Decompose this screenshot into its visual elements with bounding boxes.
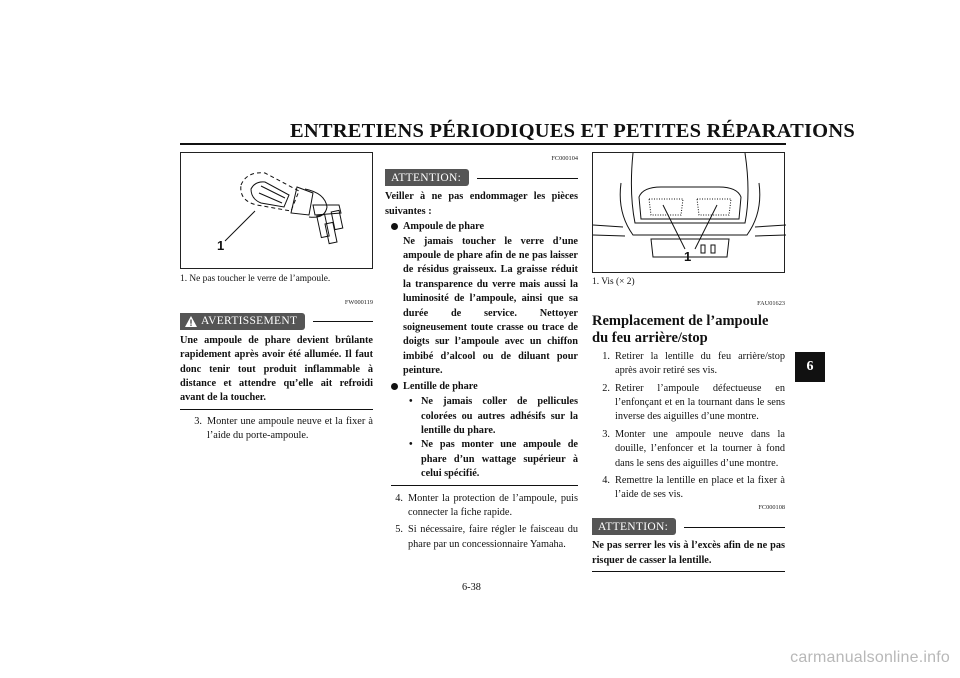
attention-text: Ne pas serrer les vis à l’excès afin de ne pas risquer de casser la lentille.	[592, 539, 785, 572]
figure-callout-label: 1	[217, 238, 225, 253]
column-middle	[385, 152, 578, 552]
step-number: 4.	[395, 492, 403, 504]
step-4	[592, 474, 785, 503]
attention-badge: ATTENTION:	[385, 169, 469, 186]
step-4	[385, 492, 578, 521]
figure-callout-label: 1	[684, 249, 692, 264]
sub-item-1	[409, 395, 578, 438]
step-1	[592, 350, 785, 379]
step-text: Retirer l’ampoule défectueuse en l’enfonçant et en la tournant dans le sens inverse des aiguilles d’une montre.	[615, 382, 785, 423]
warning-text: Une ampoule de phare devient brûlante rapidement après avoir été allumée. Il faut donc tenir tout produit inflammable à distance et attendre qu’elle ait refroidi avant de la toucher.	[180, 334, 373, 410]
sub-item-text: Ne jamais coller de pellicules colorées ou autres adhésifs sur la lentille du phare.	[421, 396, 578, 436]
step-number: 1.	[602, 350, 610, 362]
attention-intro: Veiller à ne pas endommager les pièces suivantes :	[385, 191, 578, 217]
warning-header	[180, 313, 373, 330]
bullet-title: Ampoule de phare	[403, 221, 485, 233]
step-number: 3.	[602, 428, 610, 440]
step-5	[385, 523, 578, 552]
attention-badge: ATTENTION:	[592, 518, 676, 535]
step-text: Remettre la lentille en place et la fixer à l’aide de ses vis.	[615, 475, 785, 501]
bullet-text: Ne jamais toucher le verre d’une ampoule de phare afin de ne pas laisser de résidus graisseux. La graisse réduit la transparence du verre mais aussi la luminosité de l’ampoule, ainsi que sa durée de service. Nettoyer soigneusement toute crasse ou trace de doigts sur l’ampoule avec un chiffon imbibé d’alcool ou de diluant pour peinture.	[403, 235, 578, 377]
bullet-dot	[391, 223, 398, 230]
headlight-bulb-illustration	[181, 153, 374, 268]
attention-rule	[477, 178, 578, 179]
column-right	[592, 152, 785, 572]
step-number: 3.	[194, 415, 202, 427]
attention-header	[592, 518, 785, 535]
attention-header	[385, 169, 578, 186]
title-rule	[180, 143, 786, 145]
lens-subitems	[391, 395, 578, 485]
bullet-dot	[391, 383, 398, 390]
bullet-headlight-bulb	[391, 220, 578, 378]
bullet-headlight-lens	[391, 380, 578, 395]
step-2	[592, 382, 785, 425]
tail-light-illustration	[593, 153, 786, 272]
sub-bullet: •	[409, 396, 413, 408]
step-3	[184, 415, 373, 444]
page-number: 6-38	[462, 582, 481, 593]
bullet-title: Lentille de phare	[403, 380, 478, 392]
figure-caption: 1. Ne pas toucher le verre de l’ampoule.	[180, 274, 331, 284]
watermark: carmanualsonline.info	[790, 649, 950, 666]
tail-light-figure	[592, 152, 785, 273]
sub-bullet: •	[409, 439, 413, 451]
chapter-tab: 6	[795, 352, 825, 382]
step-text: Retirer la lentille du feu arrière/stop après avoir retiré ses vis.	[615, 350, 785, 377]
column-left	[180, 152, 373, 444]
headlight-bulb-figure	[180, 152, 373, 269]
warning-triangle-icon	[184, 315, 198, 328]
reference-code: FW000119	[344, 299, 373, 307]
page-title: ENTRETIENS PÉRIODIQUES ET PETITES RÉPARATIONS	[290, 120, 855, 142]
step-number: 5.	[395, 524, 403, 536]
section-heading: Remplacement de l’ampoule du feu arrière/stop	[592, 312, 769, 346]
step-number: 2.	[602, 382, 610, 394]
reference-code: FC000104	[551, 155, 578, 162]
step-text: Monter une ampoule neuve et la fixer à l’aide du porte-ampoule.	[207, 415, 373, 442]
warning-rule	[313, 321, 373, 322]
step-text: Monter la protection de l’ampoule, puis connecter la fiche rapide.	[408, 492, 578, 518]
attention-rule	[684, 527, 785, 528]
figure-caption: 1. Vis (× 2)	[592, 277, 635, 287]
reference-code: FC000108	[758, 503, 785, 511]
step-number: 4.	[602, 475, 610, 487]
warning-label: AVERTISSEMENT	[201, 315, 298, 328]
step-text: Si nécessaire, faire régler le faisceau du phare par un concessionnaire Yamaha.	[408, 524, 578, 550]
warning-badge	[180, 313, 305, 330]
step-3	[592, 428, 785, 471]
reference-code: FAU01623	[757, 300, 785, 308]
step-text: Monter une ampoule neuve dans la douille, l’enfoncer et la tourner à fond dans le sens des aiguilles d’une montre.	[615, 428, 785, 469]
sub-item-2	[409, 438, 578, 481]
sub-item-text: Ne pas monter une ampoule de phare d’un wattage supérieur à celui spécifié.	[421, 439, 578, 480]
